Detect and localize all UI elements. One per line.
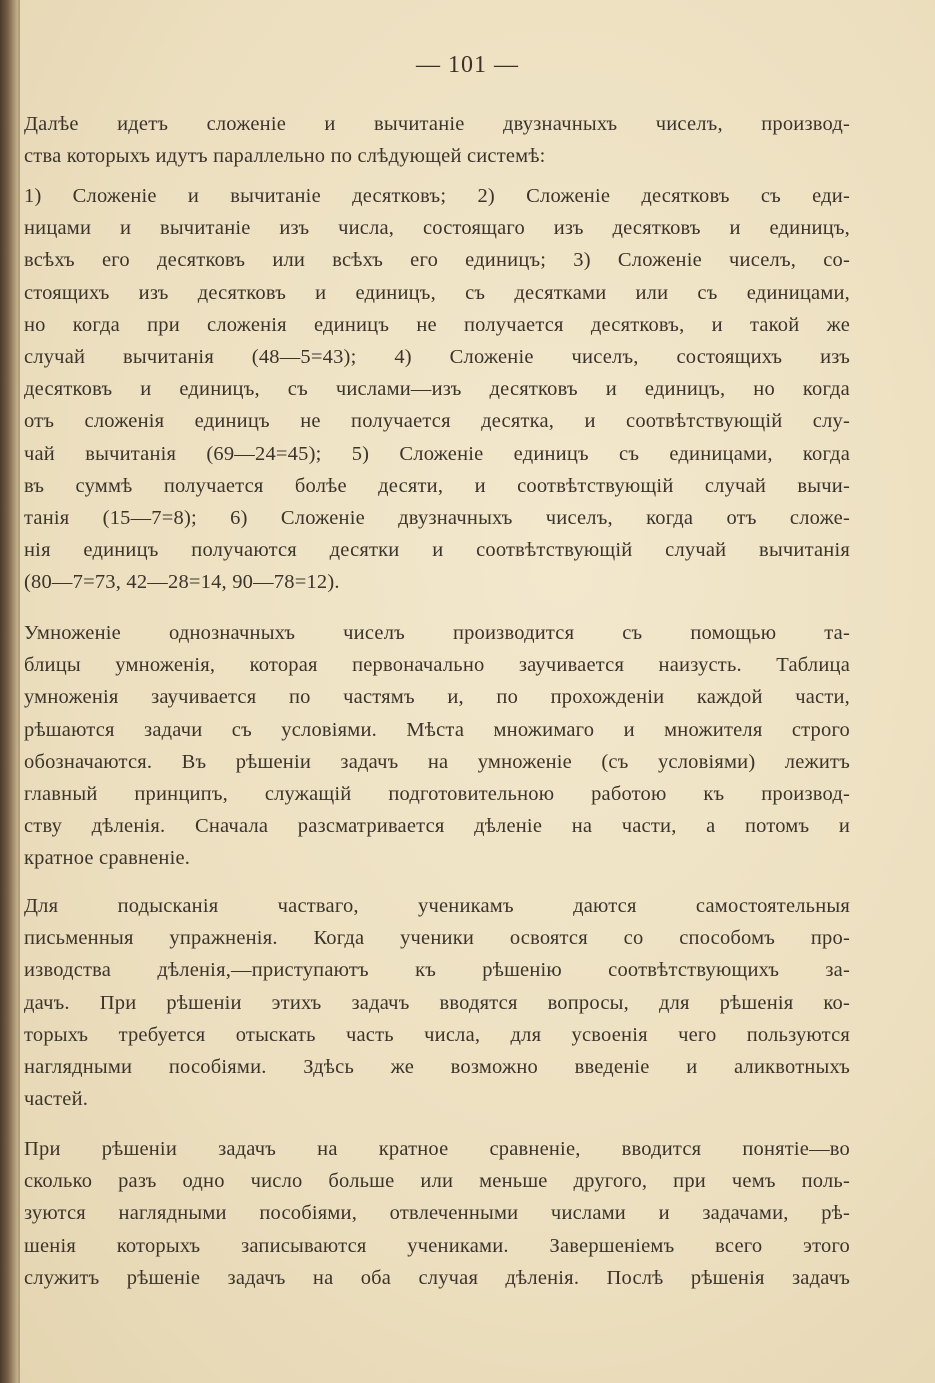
- text-line: Далѣе идетъ сложеніе и вычитаніе двузначныхъ чиселъ, производ-: [24, 113, 850, 135]
- paragraph-1: [24, 108, 850, 172]
- text-line: стоящихъ изъ десятковъ и единицъ, съ десятками или съ единицами,: [24, 281, 850, 304]
- text-line: частей.: [24, 1088, 89, 1111]
- text-line: ству дѣленія. Сначала разсматривается дѣленіе на части, а потомъ и: [24, 815, 850, 838]
- text-line: ства которыхъ идутъ параллельно по слѣдующей системѣ:: [24, 145, 546, 168]
- page-number: — 101 —: [416, 52, 519, 78]
- text-line: но когда при сложенія единицъ не получается десятковъ, и такой же: [24, 313, 850, 336]
- text-line: сколько разъ одно число больше или меньше другого, при чемъ поль-: [24, 1170, 850, 1193]
- text-line: Умноженіе однозначныхъ чиселъ производится съ помощью та-: [24, 622, 850, 644]
- text-line: случай вычитанія (48—5=43); 4) Сложеніе чиселъ, состоящихъ изъ: [24, 345, 850, 368]
- text-line: наглядными пособіями. Здѣсь же возможно введеніе и аликвотныхъ: [24, 1055, 850, 1078]
- paragraph-2: [24, 180, 850, 598]
- paragraph-3: [24, 617, 850, 875]
- text-line: танія (15—7=8); 6) Сложеніе двузначныхъ чиселъ, когда отъ сложе-: [24, 506, 850, 529]
- text-line: рѣшаются задачи съ условіями. Мѣста множимаго и множителя строго: [24, 718, 850, 741]
- text-line: умноженія заучивается по частямъ и, по прохожденіи каждой части,: [24, 686, 850, 709]
- text-line: кратное сравненіе.: [24, 847, 191, 870]
- text-line: (80—7=73, 42—28=14, 90—78=12).: [24, 571, 340, 594]
- text-line: десятковъ и единицъ, съ числами—изъ десятковъ и единицъ, но когда: [24, 378, 850, 401]
- text-line: ницами и вычитаніе изъ числа, состоящаго изъ десятковъ и единицъ,: [24, 217, 850, 240]
- text-line: 1) Сложеніе и вычитаніе десятковъ; 2) Сложеніе десятковъ съ еди-: [24, 185, 850, 207]
- text-line: При рѣшеніи задачъ на кратное сравненіе, вводится понятіе—во: [24, 1138, 850, 1160]
- text-line: изводства дѣленія,—приступаютъ къ рѣшенію соотвѣтствующихъ за-: [24, 959, 850, 982]
- text-line: Для подысканія частваго, ученикамъ даются самостоятельныя: [24, 895, 850, 917]
- text-line: отъ сложенія единицъ не получается десятка, и соотвѣтствующій слу-: [24, 410, 850, 433]
- text-line: чай вычитанія (69—24=45); 5) Сложеніе единицъ съ единицами, когда: [24, 442, 850, 465]
- binding-shadow-line: [18, 0, 20, 1383]
- text-line: служитъ рѣшеніе задачъ на оба случая дѣленія. Послѣ рѣшенія задачъ: [24, 1266, 850, 1289]
- text-line: дачъ. При рѣшеніи этихъ задачъ вводятся вопросы, для рѣшенія ко-: [24, 991, 850, 1014]
- paragraph-5: [24, 1133, 850, 1294]
- text-line: шенія которыхъ записываются учениками. Завершеніемъ всего этого: [24, 1234, 850, 1257]
- text-line: торыхъ требуется отыскать часть числа, для усвоенія чего пользуются: [24, 1023, 850, 1046]
- text-line: въ суммѣ получается болѣе десяти, и соотвѣтствующій случай вычи-: [24, 474, 850, 497]
- text-line: обозначаются. Въ рѣшеніи задачъ на умноженіе (съ условіями) лежитъ: [24, 750, 850, 773]
- text-line: письменныя упражненія. Когда ученики освоятся со способомъ про-: [24, 927, 850, 950]
- text-line: зуются наглядными пособіями, отвлеченными числами и задачами, рѣ-: [24, 1202, 850, 1225]
- text-line: всѣхъ его десятковъ или всѣхъ его единицъ; 3) Сложеніе чиселъ, со-: [24, 249, 850, 272]
- text-line: блицы умноженія, которая первоначально заучивается наизусть. Таблица: [24, 654, 850, 677]
- text-line: главный принципъ, служащій подготовительною работою къ производ-: [24, 782, 850, 805]
- text-line: нія единицъ получаются десятки и соотвѣтствующій случай вычитанія: [24, 539, 850, 562]
- book-binding-edge: [0, 0, 18, 1383]
- paragraph-4: [24, 890, 850, 1115]
